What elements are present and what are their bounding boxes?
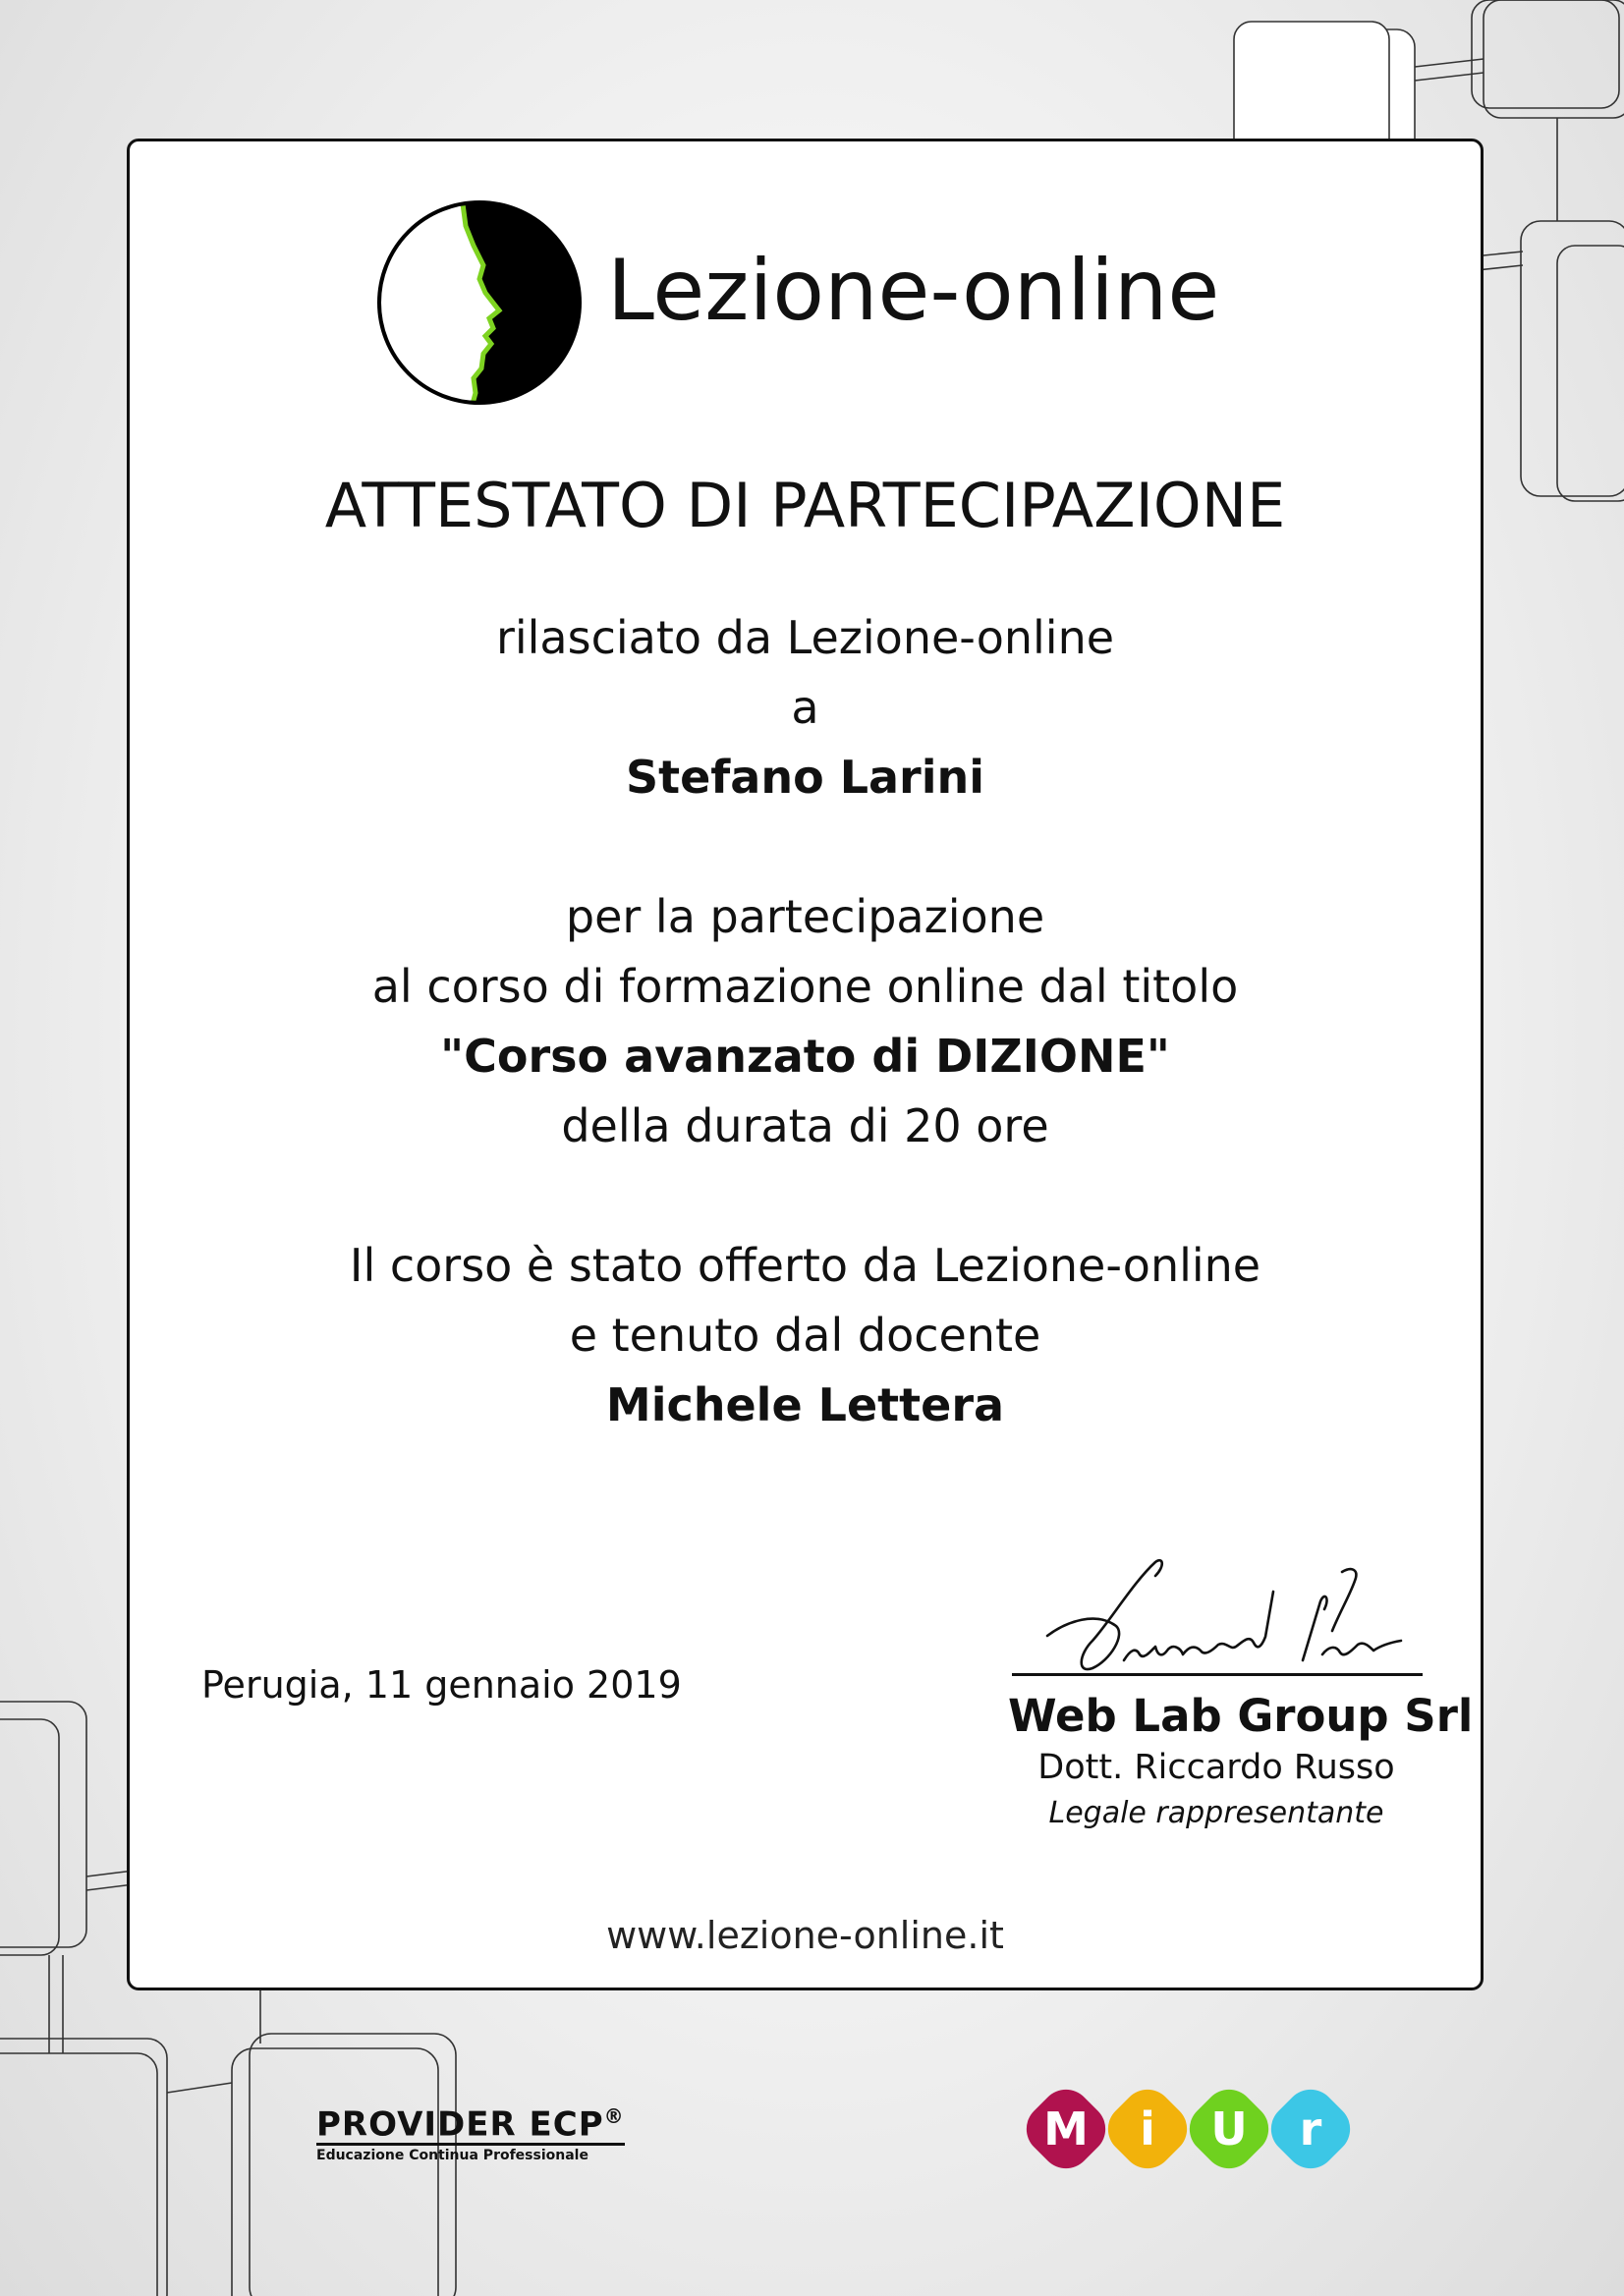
provider-ecp-logo xyxy=(316,2098,650,2163)
svg-text:U: U xyxy=(1210,2102,1248,2156)
signature-line xyxy=(1012,1673,1423,1676)
brand-logo xyxy=(375,196,1260,408)
duration-line: della durata di 20 ore xyxy=(561,1099,1049,1152)
miur-letter-1 xyxy=(1017,2079,1116,2179)
course-title: "Corso avanzato di DIZIONE" xyxy=(440,1030,1170,1083)
profile-face-icon xyxy=(375,196,584,408)
ecp-subtitle: Educazione Continua Professionale xyxy=(316,2148,588,2164)
to-line: a xyxy=(791,681,819,734)
miur-letter-4 xyxy=(1260,2079,1361,2179)
certificate-title: ATTESTATO DI PARTECIPAZIONE xyxy=(324,470,1286,541)
website-link[interactable]: www.lezione-online.it xyxy=(606,1914,1004,1957)
recipient-name: Stefano Larini xyxy=(625,751,985,804)
signature-signer: Dott. Riccardo Russo xyxy=(1037,1748,1395,1787)
miur-logo xyxy=(1017,2075,1361,2183)
miur-letter-2 xyxy=(1097,2079,1198,2179)
handwritten-signature xyxy=(1008,1552,1425,1680)
teacher-name: Michele Lettera xyxy=(605,1378,1005,1431)
signature-company: Web Lab Group Srl xyxy=(1008,1690,1474,1742)
brand-name: Lezione-online xyxy=(607,242,1220,340)
place-date: Perugia, 11 gennaio 2019 xyxy=(201,1663,682,1707)
offered-line: Il corso è stato offerto da Lezione-online xyxy=(349,1239,1261,1292)
teacher-intro-line: e tenuto dal docente xyxy=(569,1309,1041,1362)
issued-by-line: rilasciato da Lezione-online xyxy=(495,611,1115,664)
svg-text:i: i xyxy=(1140,2102,1155,2156)
svg-text:M: M xyxy=(1043,2102,1089,2156)
participation-line: per la partecipazione xyxy=(565,890,1045,943)
signature-role: Legale rappresentante xyxy=(1048,1796,1384,1830)
ecp-title: PROVIDER ECP® xyxy=(316,2098,625,2146)
miur-letter-3 xyxy=(1179,2079,1279,2179)
course-intro-line: al corso di formazione online dal titolo xyxy=(371,960,1239,1013)
svg-text:r: r xyxy=(1299,2102,1322,2156)
